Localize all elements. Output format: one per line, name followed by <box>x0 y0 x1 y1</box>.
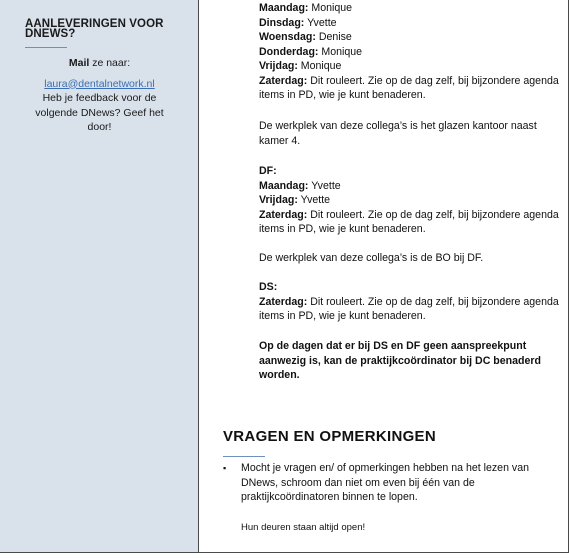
bottom-border <box>0 552 569 553</box>
dc-day-row: Woensdag: Denise <box>259 31 352 43</box>
mail-label: Mail <box>68 57 90 69</box>
main-content <box>199 0 569 552</box>
dc-workplace: De werkplek van deze collega’s is het glazen kantoor naast kamer 4. <box>259 120 537 147</box>
df-day-row: Vrijdag: Yvette <box>259 194 331 206</box>
dc-day-row: Dinsdag: Yvette <box>259 16 337 29</box>
df-day-row: Maandag: Yvette <box>259 179 341 192</box>
dc-day-row: Donderdag: Monique <box>259 45 363 58</box>
feedback-text: Heb je feedback voor de volgende DNews? Geef het door! <box>35 92 164 133</box>
sidebar-divider <box>25 47 67 48</box>
df-saturday: Zaterdag: Dit rouleert. Zie op de dag zelf, bij bijzondere agenda items in PD, wie je kunt benaderen. <box>259 208 559 235</box>
bullet-icon: ▪ <box>223 463 227 473</box>
ds-heading: DS: <box>259 281 278 293</box>
email-link[interactable]: laura@dentalnetwork.nl <box>44 77 155 90</box>
ds-schedule <box>259 280 559 324</box>
sidebar-title: AANLEVERINGEN VOOR DNEWS? <box>25 18 164 40</box>
coordinator-notice: Op de dagen dat er bij DS en DF geen aanspreekpunt aanwezig is, kan de praktijkcoördinator bij DC benaderd worden. <box>259 340 541 381</box>
bullet-text: Mocht je vragen en/ of opmerkingen hebben na het lezen van DNews, schroom dan niet om even bij één van de praktijkcoördinatoren binnen te lopen. <box>241 462 529 503</box>
ds-saturday: Zaterdag: Dit rouleert. Zie op de dag zelf, bij bijzondere agenda items in PD, wie je kunt benaderen. <box>259 295 559 322</box>
closing-text: Hun deuren staan altijd open! <box>241 522 366 533</box>
section-divider <box>223 456 265 457</box>
mail-suffix: ze naar: <box>89 57 131 69</box>
df-heading: DF: <box>259 165 277 177</box>
dc-schedule <box>259 1 559 103</box>
dc-day-row: Vrijdag: Monique <box>259 60 342 72</box>
df-schedule <box>259 164 559 237</box>
dc-day-row: Maandag: Monique <box>259 2 353 14</box>
df-workplace: De werkplek van deze collega’s is de BO bij DF. <box>259 252 484 264</box>
sidebar-body <box>28 56 171 135</box>
mail-line <box>28 56 171 71</box>
section-title: VRAGEN EN OPMERKINGEN <box>223 428 436 445</box>
dc-saturday: Zaterdag: Dit rouleert. Zie op de dag zelf, bij bijzondere agenda items in PD, wie je kunt benaderen. <box>259 74 559 101</box>
sidebar <box>0 0 199 552</box>
